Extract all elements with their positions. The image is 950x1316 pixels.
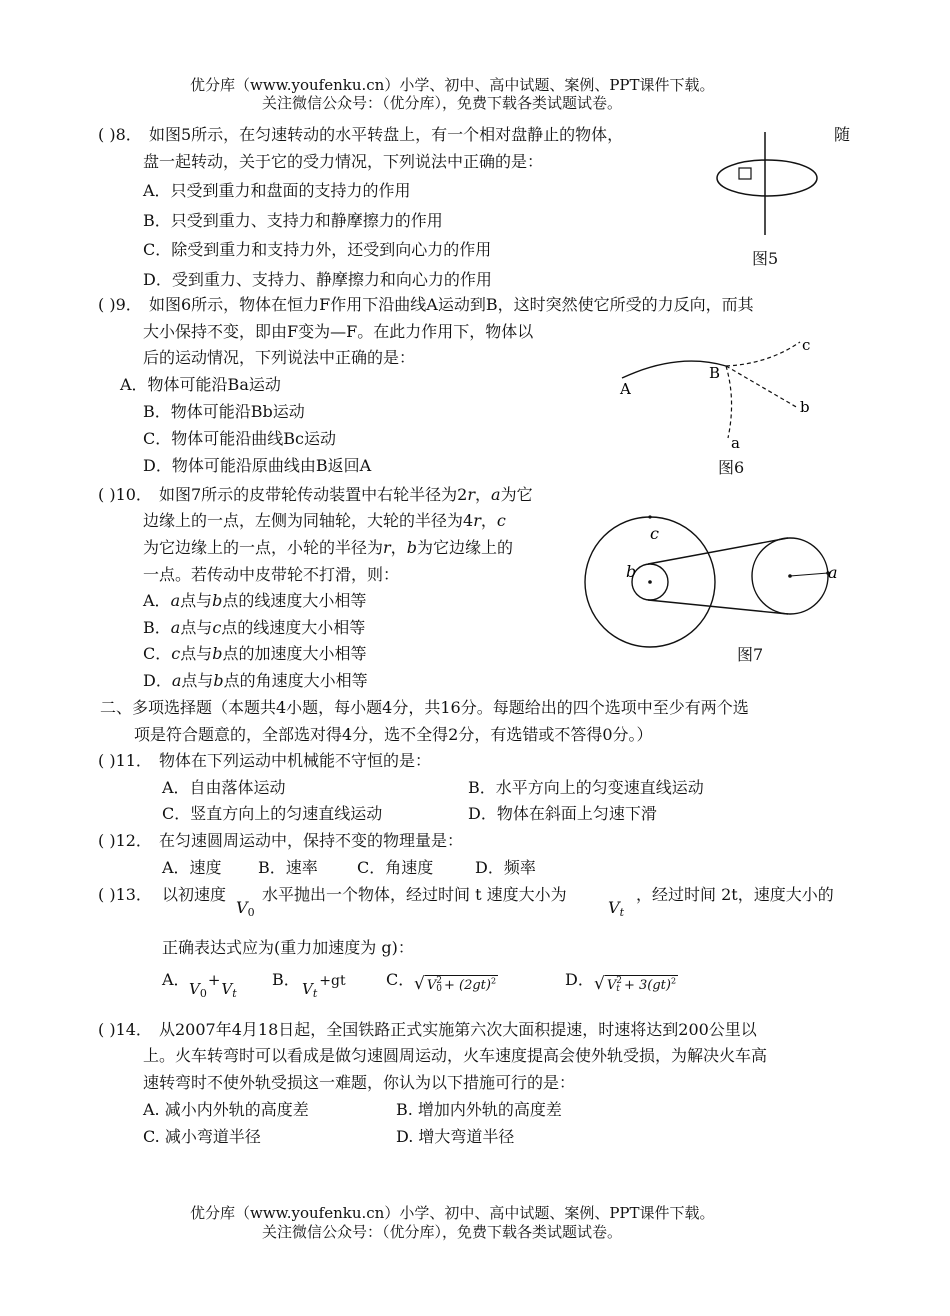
q13-vt-inline: Vt — [608, 898, 624, 919]
section2-line-2: 项是符合题意的，全部选对得4分，选不全得2分，有选错或不答得0分。） — [134, 725, 653, 744]
q14-option-c: C. 减小弯道半径 — [143, 1127, 261, 1146]
fig7-caption: 图7 — [737, 645, 764, 664]
fig6-caption: 图6 — [718, 458, 745, 477]
section2-line-1: 二、多项选择题（本题共4小题，每小题4分，共16分。每题给出的四个选项中至少有两个选 — [100, 698, 749, 717]
header-line-2: 关注微信公众号：（优分库），免费下载各类试题试卷。 — [262, 94, 623, 112]
q13-option-a-expr: $V_0+V_t$ — [189, 971, 237, 1000]
fig6-path-ba — [726, 366, 732, 438]
q13-option-b-label: B． — [272, 970, 300, 989]
q10-option-d: D．a点与b点的角速度大小相等 — [143, 671, 368, 690]
q14-text-2: 上。火车转弯时可以看成是做匀速圆周运动，火车速度提高会使外轨受损，为解决火车高 — [143, 1046, 768, 1065]
fig6-label-b: b — [800, 398, 810, 416]
q8-option-b: B．只受到重力、支持力和静摩擦力的作用 — [143, 211, 443, 230]
figure-5 — [715, 130, 825, 250]
q9-option-c: C．物体可能沿曲线Bc运动 — [143, 429, 336, 448]
q11-number: ( )11． — [98, 751, 152, 770]
q14-option-b: B. 增加内外轨的高度差 — [396, 1100, 562, 1119]
q13-text-2: 水平抛出一个物体，经过时间 t 速度大小为 — [262, 885, 567, 904]
q13-option-a-label: A． — [162, 970, 190, 989]
fig7-label-a: a — [828, 563, 838, 582]
q10-option-a: A．a点与b点的线速度大小相等 — [143, 591, 367, 610]
q13-text-1: 以初速度 — [162, 885, 227, 904]
q10-text-4: 一点。若传动中皮带轮不打滑，则： — [143, 565, 400, 584]
q14-option-d: D. 增大弯道半径 — [396, 1127, 515, 1146]
footer-line-1: 优分库（www.youfenku.cn）小学、初中、高中试题、案例、PPT课件下载。 — [190, 1204, 715, 1222]
fig6-label-B: B — [709, 364, 721, 382]
q13-text-4: 正确表达式应为(重力加速度为 g)： — [162, 938, 414, 957]
q8-option-c: C．除受到重力和支持力外，还受到向心力的作用 — [143, 240, 492, 259]
q10-text-2: 边缘上的一点，左侧为同轴轮，大轮的半径为4r，c — [143, 511, 506, 530]
q13-number: ( )13． — [98, 885, 152, 904]
q13-option-c-label: C． — [386, 970, 415, 989]
fig6-path-bc — [726, 342, 800, 366]
q11-option-b: B．水平方向上的匀变速直线运动 — [468, 778, 704, 797]
fig5-turntable — [717, 160, 817, 196]
q9-option-a: A．物体可能沿Ba运动 — [120, 375, 281, 394]
q10-option-c: C．c点与b点的加速度大小相等 — [143, 644, 367, 663]
fig7-belt-top — [648, 538, 788, 564]
q10-number: ( )10． — [98, 485, 152, 504]
q8-text-1: 如图5所示，在匀速转动的水平转盘上，有一个相对盘静止的物体， — [149, 125, 624, 144]
q8-option-d: D．受到重力、支持力、静摩擦力和向心力的作用 — [143, 270, 492, 289]
q14-text-1: 从2007年4月18日起，全国铁路正式实施第六次大面积提速，时速将达到200公里以 — [159, 1020, 757, 1039]
fig5-object — [739, 168, 751, 179]
q13-option-d-label: D． — [565, 970, 594, 989]
fig6-path-bb — [726, 366, 798, 408]
q11-option-a: A．自由落体运动 — [162, 778, 286, 797]
q9-number: ( )9． — [98, 295, 142, 314]
fig6-label-a: a — [731, 434, 740, 452]
q14-option-a: A. 减小内外轨的高度差 — [143, 1100, 309, 1119]
fig5-caption: 图5 — [752, 249, 779, 268]
q13-option-c-expr: √ V 2 0 + $(2gt)^2$ — [414, 974, 497, 994]
q9-option-b: B．物体可能沿Bb运动 — [143, 402, 305, 421]
q10-text-3: 为它边缘上的一点，小轮的半径为r，b为它边缘上的 — [143, 538, 513, 557]
q8-option-a: A．只受到重力和盘面的支持力的作用 — [143, 181, 411, 200]
q13-v0-inline: V0 — [236, 898, 255, 919]
q12-number: ( )12． — [98, 831, 152, 850]
q10-option-b: B．a点与c点的线速度大小相等 — [143, 618, 366, 637]
q8-text-1-end: 随 — [834, 125, 851, 144]
q12-option-c: C．角速度 — [357, 858, 434, 877]
figure-7 — [582, 512, 842, 652]
q12-option-d: D．频率 — [475, 858, 536, 877]
figure-6 — [618, 330, 828, 460]
q14-text-3: 速转弯时不使外轨受损这一难题，你认为以下措施可行的是： — [143, 1073, 576, 1092]
fig6-label-A: A — [620, 380, 631, 398]
footer-line-2: 关注微信公众号：（优分库），免费下载各类试题试卷。 — [262, 1223, 623, 1241]
fig7-label-b: b — [626, 562, 637, 581]
q11-option-d: D．物体在斜面上匀速下滑 — [468, 804, 657, 823]
fig7-label-c: c — [650, 524, 659, 543]
q11-text: 物体在下列运动中机械能不守恒的是： — [159, 751, 432, 770]
fig6-label-c: c — [802, 336, 811, 354]
q9-option-d: D．物体可能沿原曲线由B返回A — [143, 456, 372, 475]
q12-text: 在匀速圆周运动中，保持不变的物理量是： — [159, 831, 464, 850]
q9-text-2: 大小保持不变，即由F变为—F。在此力作用下，物体以 — [143, 322, 534, 341]
q9-text-3: 后的运动情况，下列说法中正确的是： — [143, 348, 416, 367]
q9-text-1: 如图6所示，物体在恒力F作用下沿曲线A运动到B，这时突然使它所受的力反向，而其 — [149, 295, 754, 314]
q8-text-2: 盘一起转动，关于它的受力情况，下列说法中正确的是： — [143, 152, 544, 171]
q13-text-3: ，经过时间 2t，速度大小的 — [636, 885, 834, 904]
q11-option-c: C．竖直方向上的匀速直线运动 — [162, 804, 383, 823]
q13-option-d-expr: √ V 2 t + 3(gt)$^2$ — [594, 974, 677, 994]
q12-option-b: B．速率 — [258, 858, 318, 877]
q10-text-1: 如图7所示的皮带轮传动装置中右轮半径为2r，a为它 — [159, 485, 533, 504]
header-line-1: 优分库（www.youfenku.cn）小学、初中、高中试题、案例、PPT课件下载。 — [190, 76, 715, 94]
q14-number: ( )14． — [98, 1020, 152, 1039]
q12-option-a: A．速度 — [162, 858, 222, 877]
q13-option-b-expr: $V_t+gt$ — [302, 973, 346, 1000]
q8-number: ( )8． — [98, 125, 142, 144]
